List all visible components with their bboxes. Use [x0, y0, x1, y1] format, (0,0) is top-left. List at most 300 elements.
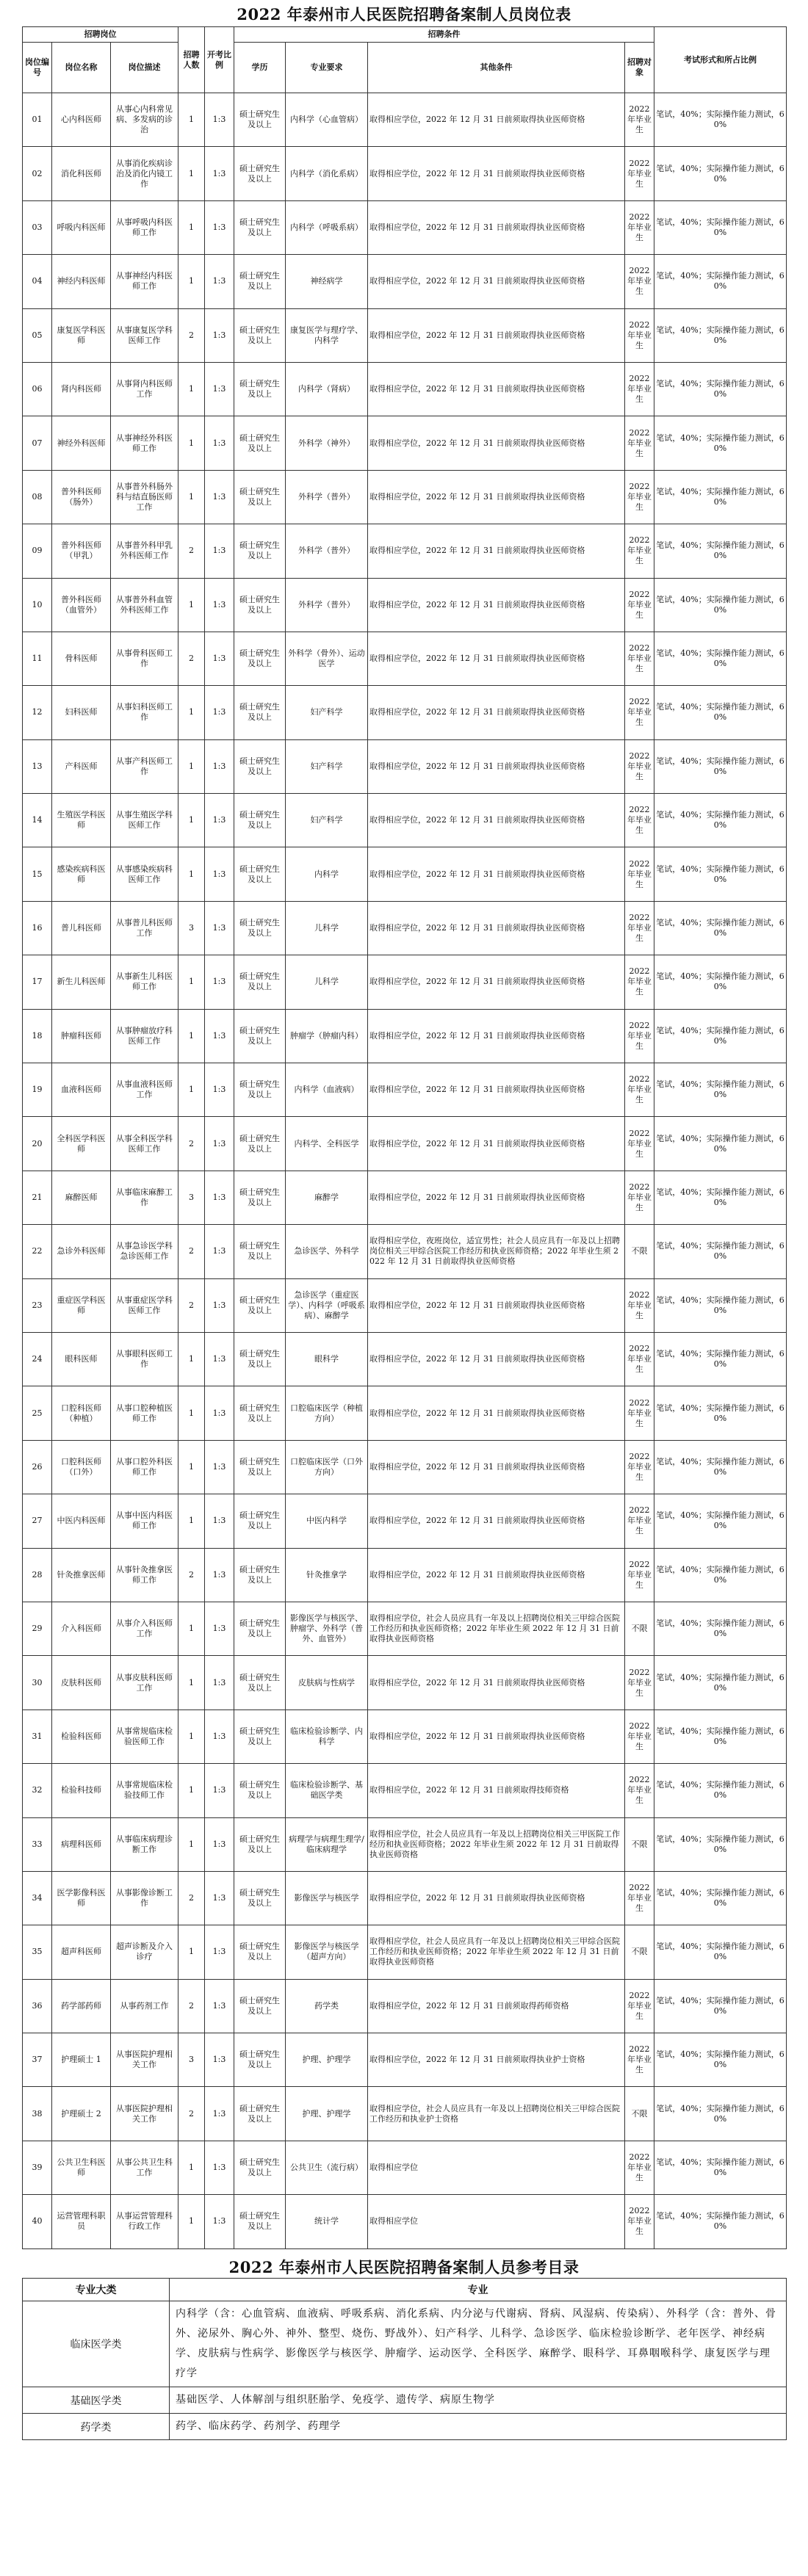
exam-cell: 笔试，40%；实际操作能力测试，60%	[654, 1817, 787, 1871]
count-cell: 1	[178, 955, 205, 1009]
other-conditions-cell: 取得相应学位，2022 年 12 月 31 日前须取得执业医师资格	[368, 578, 625, 632]
major-cell: 神经病学	[286, 255, 368, 308]
post-code-cell: 21	[23, 1171, 52, 1224]
post-desc-cell: 从事口腔外科医师工作	[111, 1440, 178, 1494]
post-name-cell: 血液科医师	[52, 1063, 111, 1117]
post-desc-cell: 从事中医内科医师工作	[111, 1494, 178, 1548]
ratio-cell: 1:3	[205, 1440, 234, 1494]
post-desc-cell: 从事药剂工作	[111, 1979, 178, 2033]
header-education: 学历	[234, 43, 286, 93]
major-cell: 皮肤病与性病学	[286, 1656, 368, 1710]
target-cell: 2022年毕业生	[625, 1548, 654, 1602]
target-cell: 2022年毕业生	[625, 1278, 654, 1332]
post-desc-cell: 从事临床麻醉工作	[111, 1171, 178, 1224]
exam-cell: 笔试，40%；实际操作能力测试，60%	[654, 1548, 787, 1602]
post-code-cell: 32	[23, 1764, 52, 1817]
post-name-cell: 神经内科医师	[52, 255, 111, 308]
table-row	[23, 1386, 787, 1440]
count-cell: 1	[178, 794, 205, 847]
page-title: 2022 年泰州市人民医院招聘备案制人员岗位表	[237, 5, 571, 23]
count-cell: 1	[178, 1817, 205, 1871]
post-code-cell: 36	[23, 1979, 52, 2033]
post-code-cell: 08	[23, 470, 52, 524]
count-cell: 1	[178, 1925, 205, 1979]
ratio-cell: 1:3	[205, 1925, 234, 1979]
other-conditions-cell: 取得相应学位，2022 年 12 月 31 日前须取得执业医师资格	[368, 1710, 625, 1763]
ratio-cell: 1:3	[205, 1764, 234, 1817]
post-desc-cell: 从事新生儿科医师工作	[111, 955, 178, 1009]
exam-cell: 笔试，40%；实际操作能力测试，60%	[654, 901, 787, 955]
other-conditions-cell: 取得相应学位，2022 年 12 月 31 日前须取得执业医师资格	[368, 1656, 625, 1710]
exam-cell: 笔试，40%；实际操作能力测试，60%	[654, 1063, 787, 1117]
table-row	[23, 147, 787, 200]
target-cell: 2022年毕业生	[625, 739, 654, 793]
count-cell: 1	[178, 686, 205, 739]
post-code-cell: 18	[23, 1009, 52, 1063]
table-row	[23, 200, 787, 254]
other-conditions-cell: 取得相应学位，夜班岗位，适宜男性；社会人员应具有一年及以上招聘岗位相关三甲综合医院工作经历和执业医师资格；2022 年毕业生须 2022 年 12 月 31 日前取得执业医师资格	[368, 1225, 625, 1278]
table-row	[23, 739, 787, 793]
exam-cell: 笔试，40%；实际操作能力测试，60%	[654, 1656, 787, 1710]
ratio-cell: 1:3	[205, 847, 234, 901]
post-desc-cell: 从事普儿科医师工作	[111, 901, 178, 955]
ref-header-major: 专业	[170, 2279, 787, 2301]
exam-cell: 笔试，40%；实际操作能力测试，60%	[654, 847, 787, 901]
education-cell: 硕士研究生及以上	[234, 524, 286, 578]
major-cell: 针灸推拿学	[286, 1548, 368, 1602]
reference-title: 2022 年泰州市人民医院招聘备案制人员参考目录	[228, 2258, 580, 2276]
education-cell: 硕士研究生及以上	[234, 93, 286, 147]
target-cell: 2022年毕业生	[625, 1171, 654, 1224]
table-row	[23, 2195, 787, 2248]
post-name-cell: 皮肤科医师	[52, 1656, 111, 1710]
header-exam: 考试形式和所占比例	[654, 27, 787, 93]
post-code-cell: 40	[23, 2195, 52, 2248]
post-name-cell: 产科医师	[52, 739, 111, 793]
post-name-cell: 针灸推拿医师	[52, 1548, 111, 1602]
exam-cell: 笔试，40%；实际操作能力测试，60%	[654, 2141, 787, 2194]
count-cell: 1	[178, 200, 205, 254]
other-conditions-cell: 取得相应学位，2022 年 12 月 31 日前须取得执业医师资格	[368, 794, 625, 847]
target-cell: 不限	[625, 1925, 654, 1979]
education-cell: 硕士研究生及以上	[234, 1440, 286, 1494]
count-cell: 1	[178, 1602, 205, 1655]
table-row	[23, 1656, 787, 1710]
exam-cell: 笔试，40%；实际操作能力测试，60%	[654, 578, 787, 632]
post-desc-cell: 从事神经外科医师工作	[111, 416, 178, 470]
exam-cell: 笔试，40%；实际操作能力测试，60%	[654, 255, 787, 308]
count-cell: 1	[178, 739, 205, 793]
ratio-cell: 1:3	[205, 1871, 234, 1925]
other-conditions-cell: 取得相应学位，2022 年 12 月 31 日前须取得执业医师资格	[368, 93, 625, 147]
header-count: 招聘人数	[178, 27, 205, 93]
target-cell: 2022年毕业生	[625, 1332, 654, 1386]
post-name-cell: 公共卫生科医师	[52, 2141, 111, 2194]
target-cell: 2022年毕业生	[625, 524, 654, 578]
target-cell: 不限	[625, 1225, 654, 1278]
education-cell: 硕士研究生及以上	[234, 1710, 286, 1763]
education-cell: 硕士研究生及以上	[234, 200, 286, 254]
count-cell: 1	[178, 1494, 205, 1548]
table-row	[23, 1925, 787, 1979]
post-desc-cell: 从事常规临床检验医师工作	[111, 1710, 178, 1763]
table-row	[23, 1979, 787, 2033]
header-other: 其他条件	[368, 43, 625, 93]
education-cell: 硕士研究生及以上	[234, 2033, 286, 2087]
exam-cell: 笔试，40%；实际操作能力测试，60%	[654, 1117, 787, 1171]
post-desc-cell: 从事运营管理科行政工作	[111, 2195, 178, 2248]
ratio-cell: 1:3	[205, 1117, 234, 1171]
count-cell: 2	[178, 1278, 205, 1332]
other-conditions-cell: 取得相应学位，2022 年 12 月 31 日前须取得执业医师资格	[368, 1440, 625, 1494]
exam-cell: 笔试，40%；实际操作能力测试，60%	[654, 1979, 787, 2033]
other-conditions-cell: 取得相应学位，2022 年 12 月 31 日前须取得执业医师资格	[368, 1386, 625, 1440]
table-row	[23, 794, 787, 847]
major-cell: 急诊医学（重症医学）、内科学（呼吸系病）、麻醉学	[286, 1278, 368, 1332]
reference-row	[23, 2387, 787, 2414]
major-cell: 临床检验诊断学、基础医学类	[286, 1764, 368, 1817]
major-cell: 内科学（呼吸系病）	[286, 200, 368, 254]
major-cell: 内科学（消化系病）	[286, 147, 368, 200]
exam-cell: 笔试，40%；实际操作能力测试，60%	[654, 1710, 787, 1763]
major-cell: 口腔临床医学（口外方向）	[286, 1440, 368, 1494]
ratio-cell: 1:3	[205, 794, 234, 847]
post-name-cell: 病理科医师	[52, 1817, 111, 1871]
table-row	[23, 1764, 787, 1817]
table-row	[23, 1817, 787, 1871]
header-post-group: 招聘岗位	[23, 27, 178, 43]
post-code-cell: 33	[23, 1817, 52, 1871]
post-code-cell: 12	[23, 686, 52, 739]
count-cell: 2	[178, 2087, 205, 2141]
post-code-cell: 38	[23, 2087, 52, 2141]
other-conditions-cell: 取得相应学位，2022 年 12 月 31 日前须取得执业医师资格	[368, 1332, 625, 1386]
ratio-cell: 1:3	[205, 632, 234, 685]
target-cell: 2022年毕业生	[625, 847, 654, 901]
post-desc-cell: 从事临床病理诊断工作	[111, 1817, 178, 1871]
count-cell: 1	[178, 1710, 205, 1763]
table-row	[23, 2087, 787, 2141]
header-major: 专业要求	[286, 43, 368, 93]
recruitment-table-body	[23, 93, 787, 2249]
ratio-cell: 1:3	[205, 901, 234, 955]
post-code-cell: 06	[23, 362, 52, 416]
education-cell: 硕士研究生及以上	[234, 1602, 286, 1655]
ratio-cell: 1:3	[205, 1494, 234, 1548]
target-cell: 2022年毕业生	[625, 578, 654, 632]
target-cell: 2022年毕业生	[625, 147, 654, 200]
other-conditions-cell: 取得相应学位，社会人员应具有一年及以上招聘岗位相关三甲综合医院工作经历和执业护士资格	[368, 2087, 625, 2141]
ratio-cell: 1:3	[205, 470, 234, 524]
education-cell: 硕士研究生及以上	[234, 901, 286, 955]
exam-cell: 笔试，40%；实际操作能力测试，60%	[654, 1494, 787, 1548]
table-row	[23, 470, 787, 524]
ref-header-category: 专业大类	[23, 2279, 170, 2301]
post-code-cell: 19	[23, 1063, 52, 1117]
major-cell: 临床检验诊断学、内科学	[286, 1710, 368, 1763]
education-cell: 硕士研究生及以上	[234, 416, 286, 470]
major-cell: 外科学（骨外）、运动医学	[286, 632, 368, 685]
education-cell: 硕士研究生及以上	[234, 955, 286, 1009]
post-name-cell: 新生儿科医师	[52, 955, 111, 1009]
exam-cell: 笔试，40%；实际操作能力测试，60%	[654, 1386, 787, 1440]
post-name-cell: 超声科医师	[52, 1925, 111, 1979]
major-cell: 口腔临床医学（种植方向）	[286, 1386, 368, 1440]
exam-cell: 笔试，40%；实际操作能力测试，60%	[654, 1332, 787, 1386]
post-name-cell: 心内科医师	[52, 93, 111, 147]
count-cell: 1	[178, 578, 205, 632]
other-conditions-cell: 取得相应学位，2022 年 12 月 31 日前须取得执业医师资格	[368, 524, 625, 578]
exam-cell: 笔试，40%；实际操作能力测试，60%	[654, 1764, 787, 1817]
exam-cell: 笔试，40%；实际操作能力测试，60%	[654, 1009, 787, 1063]
ratio-cell: 1:3	[205, 1656, 234, 1710]
post-name-cell: 重症医学科医师	[52, 1278, 111, 1332]
education-cell: 硕士研究生及以上	[234, 1548, 286, 1602]
count-cell: 1	[178, 147, 205, 200]
post-name-cell: 中医内科医师	[52, 1494, 111, 1548]
target-cell: 2022年毕业生	[625, 1063, 654, 1117]
count-cell: 1	[178, 1386, 205, 1440]
education-cell: 硕士研究生及以上	[234, 2141, 286, 2194]
post-name-cell: 消化科医师	[52, 147, 111, 200]
post-desc-cell: 超声诊断及介入诊疗	[111, 1925, 178, 1979]
count-cell: 1	[178, 1009, 205, 1063]
target-cell: 2022年毕业生	[625, 1979, 654, 2033]
post-name-cell: 感染疾病科医师	[52, 847, 111, 901]
header-ratio: 开考比例	[205, 27, 234, 93]
major-cell: 内科学（心血管病）	[286, 93, 368, 147]
other-conditions-cell: 取得相应学位，2022 年 12 月 31 日前须取得执业医师资格	[368, 1117, 625, 1171]
education-cell: 硕士研究生及以上	[234, 1117, 286, 1171]
other-conditions-cell: 取得相应学位，2022 年 12 月 31 日前须取得执业医师资格	[368, 147, 625, 200]
post-name-cell: 骨科医师	[52, 632, 111, 685]
header-target: 招聘对象	[625, 43, 654, 93]
count-cell: 2	[178, 1117, 205, 1171]
education-cell: 硕士研究生及以上	[234, 470, 286, 524]
exam-cell: 笔试，40%；实际操作能力测试，60%	[654, 93, 787, 147]
other-conditions-cell: 取得相应学位，2022 年 12 月 31 日前须取得执业医师资格	[368, 1871, 625, 1925]
major-cell: 外科学（普外）	[286, 578, 368, 632]
count-cell: 3	[178, 901, 205, 955]
post-name-cell: 康复医学科医师	[52, 308, 111, 362]
target-cell: 2022年毕业生	[625, 93, 654, 147]
post-desc-cell: 从事骨科医师工作	[111, 632, 178, 685]
table-row	[23, 1602, 787, 1655]
count-cell: 2	[178, 1225, 205, 1278]
post-name-cell: 眼科医师	[52, 1332, 111, 1386]
post-code-cell: 20	[23, 1117, 52, 1171]
post-name-cell: 普外科医师（肠外）	[52, 470, 111, 524]
post-desc-cell: 从事肿瘤放疗科医师工作	[111, 1009, 178, 1063]
major-cell: 眼科学	[286, 1332, 368, 1386]
education-cell: 硕士研究生及以上	[234, 1009, 286, 1063]
major-cell: 影像医学与核医学	[286, 1871, 368, 1925]
ratio-cell: 1:3	[205, 1817, 234, 1871]
education-cell: 硕士研究生及以上	[234, 1871, 286, 1925]
post-desc-cell: 从事皮肤科医师工作	[111, 1656, 178, 1710]
reference-row	[23, 2414, 787, 2440]
exam-cell: 笔试，40%；实际操作能力测试，60%	[654, 739, 787, 793]
post-desc-cell: 从事妇科医师工作	[111, 686, 178, 739]
major-cell: 急诊医学、外科学	[286, 1225, 368, 1278]
target-cell: 2022年毕业生	[625, 1871, 654, 1925]
target-cell: 2022年毕业生	[625, 470, 654, 524]
target-cell: 2022年毕业生	[625, 1494, 654, 1548]
reference-row	[23, 2301, 787, 2387]
major-cell: 妇产科学	[286, 739, 368, 793]
post-name-cell: 运营管理科职员	[52, 2195, 111, 2248]
major-cell: 麻醉学	[286, 1171, 368, 1224]
post-desc-cell: 从事介入科医师工作	[111, 1602, 178, 1655]
table-row	[23, 1871, 787, 1925]
table-row	[23, 1548, 787, 1602]
post-code-cell: 09	[23, 524, 52, 578]
table-row	[23, 2033, 787, 2087]
post-name-cell: 口腔科医师（种植）	[52, 1386, 111, 1440]
ratio-cell: 1:3	[205, 1278, 234, 1332]
post-name-cell: 药学部药师	[52, 1979, 111, 2033]
exam-cell: 笔试，40%；实际操作能力测试，60%	[654, 1278, 787, 1332]
post-code-cell: 23	[23, 1278, 52, 1332]
category-cell: 基础医学类	[23, 2387, 170, 2414]
ratio-cell: 1:3	[205, 1548, 234, 1602]
exam-cell: 笔试，40%；实际操作能力测试，60%	[654, 1871, 787, 1925]
post-name-cell: 急诊外科医师	[52, 1225, 111, 1278]
post-code-cell: 27	[23, 1494, 52, 1548]
table-row	[23, 1117, 787, 1171]
target-cell: 2022年毕业生	[625, 686, 654, 739]
post-desc-cell: 从事普外科甲乳外科医师工作	[111, 524, 178, 578]
education-cell: 硕士研究生及以上	[234, 847, 286, 901]
exam-cell: 笔试，40%；实际操作能力测试，60%	[654, 1440, 787, 1494]
post-code-cell: 35	[23, 1925, 52, 1979]
post-desc-cell: 从事生殖医学科医师工作	[111, 794, 178, 847]
major-cell: 护理、护理学	[286, 2087, 368, 2141]
post-desc-cell: 从事全科医学科医师工作	[111, 1117, 178, 1171]
table-row	[23, 1710, 787, 1763]
post-code-cell: 13	[23, 739, 52, 793]
exam-cell: 笔试，40%；实际操作能力测试，60%	[654, 1925, 787, 1979]
table-row	[23, 2141, 787, 2194]
count-cell: 1	[178, 362, 205, 416]
major-cell: 妇产科学	[286, 794, 368, 847]
target-cell: 2022年毕业生	[625, 1710, 654, 1763]
exam-cell: 笔试，40%；实际操作能力测试，60%	[654, 200, 787, 254]
target-cell: 2022年毕业生	[625, 1764, 654, 1817]
major-cell: 护理、护理学	[286, 2033, 368, 2087]
ratio-cell: 1:3	[205, 1332, 234, 1386]
post-code-cell: 16	[23, 901, 52, 955]
post-code-cell: 28	[23, 1548, 52, 1602]
major-cell: 影像医学与核医学（超声方向）	[286, 1925, 368, 1979]
ratio-cell: 1:3	[205, 1171, 234, 1224]
target-cell: 2022年毕业生	[625, 255, 654, 308]
post-desc-cell: 从事急诊医学科急诊医师工作	[111, 1225, 178, 1278]
table-row	[23, 1225, 787, 1278]
ratio-cell: 1:3	[205, 2087, 234, 2141]
post-code-cell: 14	[23, 794, 52, 847]
ratio-cell: 1:3	[205, 1386, 234, 1440]
header-condition-group: 招聘条件	[234, 27, 654, 43]
exam-cell: 笔试，40%；实际操作能力测试，60%	[654, 955, 787, 1009]
major-cell: 妇产科学	[286, 686, 368, 739]
major-cell: 儿科学	[286, 901, 368, 955]
education-cell: 硕士研究生及以上	[234, 147, 286, 200]
exam-cell: 笔试，40%；实际操作能力测试，60%	[654, 1225, 787, 1278]
post-code-cell: 26	[23, 1440, 52, 1494]
other-conditions-cell: 取得相应学位，社会人员应具有一年及以上招聘岗位相关三甲综合医院工作经历和执业医师资格；2022 年毕业生须 2022 年 12 月 31 日前取得执业医师资格	[368, 1602, 625, 1655]
target-cell: 2022年毕业生	[625, 1009, 654, 1063]
post-desc-cell: 从事医院护理相关工作	[111, 2087, 178, 2141]
post-code-cell: 17	[23, 955, 52, 1009]
ratio-cell: 1:3	[205, 955, 234, 1009]
table-row	[23, 93, 787, 147]
category-cell: 药学类	[23, 2414, 170, 2440]
target-cell: 2022年毕业生	[625, 362, 654, 416]
target-cell: 2022年毕业生	[625, 200, 654, 254]
post-name-cell: 肿瘤科医师	[52, 1009, 111, 1063]
other-conditions-cell: 取得相应学位，2022 年 12 月 31 日前须取得执业医师资格	[368, 1063, 625, 1117]
post-code-cell: 02	[23, 147, 52, 200]
post-desc-cell: 从事神经内科医师工作	[111, 255, 178, 308]
count-cell: 1	[178, 255, 205, 308]
count-cell: 2	[178, 1871, 205, 1925]
post-name-cell: 护理硕士 2	[52, 2087, 111, 2141]
target-cell: 2022年毕业生	[625, 794, 654, 847]
major-cell: 影像医学与核医学、肿瘤学、外科学（普外、血管外）	[286, 1602, 368, 1655]
major-cell: 外科学（神外）	[286, 416, 368, 470]
other-conditions-cell: 取得相应学位，2022 年 12 月 31 日前须取得执业医师资格	[368, 200, 625, 254]
table-row	[23, 901, 787, 955]
other-conditions-cell: 取得相应学位	[368, 2195, 625, 2248]
table-row	[23, 955, 787, 1009]
target-cell: 2022年毕业生	[625, 416, 654, 470]
other-conditions-cell: 取得相应学位，2022 年 12 月 31 日前须取得执业护士资格	[368, 2033, 625, 2087]
major-cell: 外科学（普外）	[286, 470, 368, 524]
education-cell: 硕士研究生及以上	[234, 686, 286, 739]
exam-cell: 笔试，40%；实际操作能力测试，60%	[654, 2087, 787, 2141]
majors-cell: 药学、临床药学、药剂学、药理学	[170, 2414, 787, 2440]
other-conditions-cell: 取得相应学位，2022 年 12 月 31 日前须取得执业医师资格	[368, 632, 625, 685]
post-code-cell: 34	[23, 1871, 52, 1925]
table-row	[23, 308, 787, 362]
post-name-cell: 全科医学科医师	[52, 1117, 111, 1171]
count-cell: 1	[178, 1764, 205, 1817]
ratio-cell: 1:3	[205, 1979, 234, 2033]
header-post-desc: 岗位描述	[111, 43, 178, 93]
count-cell: 1	[178, 2141, 205, 2194]
post-desc-cell: 从事医院护理相关工作	[111, 2033, 178, 2087]
exam-cell: 笔试，40%；实际操作能力测试，60%	[654, 1171, 787, 1224]
post-desc-cell: 从事康复医学科医师工作	[111, 308, 178, 362]
count-cell: 1	[178, 1440, 205, 1494]
post-desc-cell: 从事眼科医师工作	[111, 1332, 178, 1386]
education-cell: 硕士研究生及以上	[234, 308, 286, 362]
education-cell: 硕士研究生及以上	[234, 1332, 286, 1386]
major-cell: 儿科学	[286, 955, 368, 1009]
exam-cell: 笔试，40%；实际操作能力测试，60%	[654, 308, 787, 362]
ratio-cell: 1:3	[205, 1602, 234, 1655]
target-cell: 2022年毕业生	[625, 2141, 654, 2194]
post-code-cell: 24	[23, 1332, 52, 1386]
ratio-cell: 1:3	[205, 2141, 234, 2194]
count-cell: 2	[178, 1979, 205, 2033]
count-cell: 2	[178, 1548, 205, 1602]
target-cell: 2022年毕业生	[625, 1117, 654, 1171]
ratio-cell: 1:3	[205, 524, 234, 578]
major-cell: 公共卫生（流行病）	[286, 2141, 368, 2194]
post-desc-cell: 从事血液科医师工作	[111, 1063, 178, 1117]
